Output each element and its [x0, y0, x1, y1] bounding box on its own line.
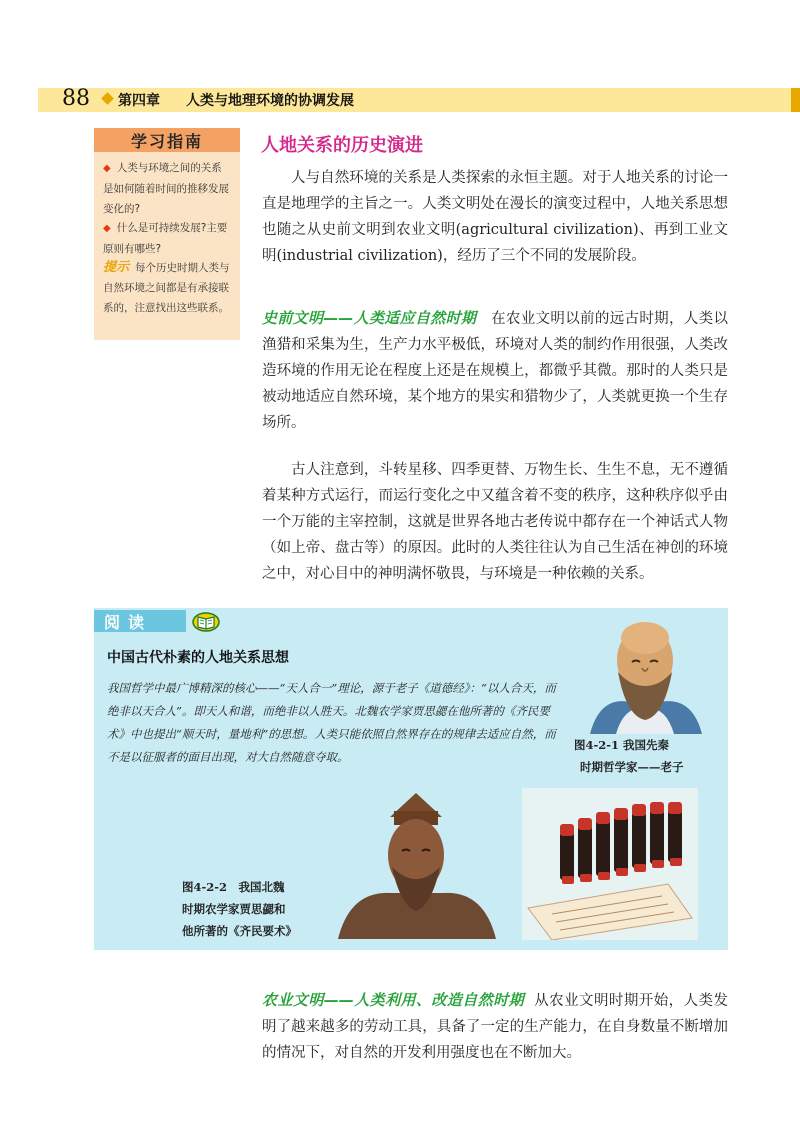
figure-2-caption-c: 他所著的《齐民要术》 [182, 924, 297, 938]
reading-text: 我国哲学中最广博精深的核心——“天人合一”理论，源于老子《道德经》：“以人合天，而绝非以天合人”。即天人和谐，而绝非以人胜天。北魏农学家贾思勰在他所著的《齐民要术》中也提出“顺天时，量地利”的思想。人类只能依照自然界存在的规律去适应自然，而不是以征服者的面目出现，对大自然随意夺取。 [107, 681, 556, 764]
study-guide-title: 学习指南 [130, 132, 203, 151]
guide-question-1: ◆ 人类与环境之间的关系是如何随着时间的推移发展变化的? [103, 162, 229, 215]
chapter-title: 人类与地理环境的协调发展 [186, 93, 354, 109]
section-title: 人地关系的历史演进 [261, 135, 423, 156]
paragraph-agricultural: 农业文明——人类利用、改造自然时期 从农业文明时期开始，人类发明了越来越多的劳动工具，具备了一定的生产能力，在自身数量不断增加的情况下，对自然的开发利用强度也在不断加大。 [262, 991, 728, 1061]
guide-tip [103, 258, 231, 318]
subheading-agricultural: 农业文明——人类利用、改造自然时期 [262, 991, 525, 1009]
tip-text: 每个历史时期人类与自然环境之间都是有承接联系的，注意找出这些联系。 [103, 262, 230, 314]
subheading-prehistoric: 史前文明——人类适应自然时期 [262, 309, 477, 327]
paragraph-ancients: 古人注意到，斗转星移、四季更替、万物生长、生生不息，无不遵循着某种方式运行，而运行变化之中又蕴含着不变的秩序，这种秩序似乎由一个万能的主宰控制，这就是世界各地古老传说中都存在一个神话式人物（如上帝、盘古等）的原因。此时的人类往往认为自己生活在神创的环境之中，对心目中的神明满怀敬畏，与环境是一种依赖的关系。 [262, 462, 728, 582]
jia-sixie-bust-image [330, 793, 504, 939]
book-icon [192, 612, 220, 632]
figure-2-caption-b: 时期农学家贾思勰和 [182, 902, 286, 916]
page-number: 88 [62, 86, 90, 111]
reading-title: 中国古代朴素的人地关系思想 [107, 650, 289, 666]
paragraph-intro: 人与自然环境的关系是人类探索的永恒主题。对于人地关系的讨论一直是地理学的主旨之一。人类文明处在漫长的演变过程中，人地关系思想也随之从史前文明到农业文明(agricultural civilization)、再到工业文明(industrial civilization)，经历了三个不同的发展阶段。 [262, 170, 728, 264]
paragraph-prehistoric: 史前文明——人类适应自然时期 在农业文明以前的远古时期，人类以渔猎和采集为生，生产力水平极低，环境对人类的制约作用很强，人类改造环境的作用无论在程度上还是在规模上，都微乎其微。那时的人类只是被动地适应自然环境，某个地方的果实和猎物少了，人类就更换一个生存场所。 [262, 309, 728, 431]
laozi-portrait-image [580, 616, 710, 734]
reading-label: 阅读 [104, 613, 153, 632]
figure-1-caption-b: 时期哲学家——老子 [580, 760, 684, 774]
qimin-yaoshu-scrolls-image [522, 788, 698, 940]
tip-label: 提示 [103, 260, 130, 275]
chapter-label: 第四章 [118, 93, 160, 109]
guide-question-2: ◆ 什么是可持续发展?主要原则有哪些? [103, 222, 228, 255]
diamond-bullet-icon: ◆ [103, 163, 111, 174]
header-tab [791, 88, 800, 112]
figure-2-caption-a: 图4-2-2 我国北魏 [182, 880, 285, 894]
figure-1-caption-a: 图4-2-1 我国先秦 [574, 738, 670, 752]
diamond-bullet-icon: ◆ [103, 223, 111, 234]
